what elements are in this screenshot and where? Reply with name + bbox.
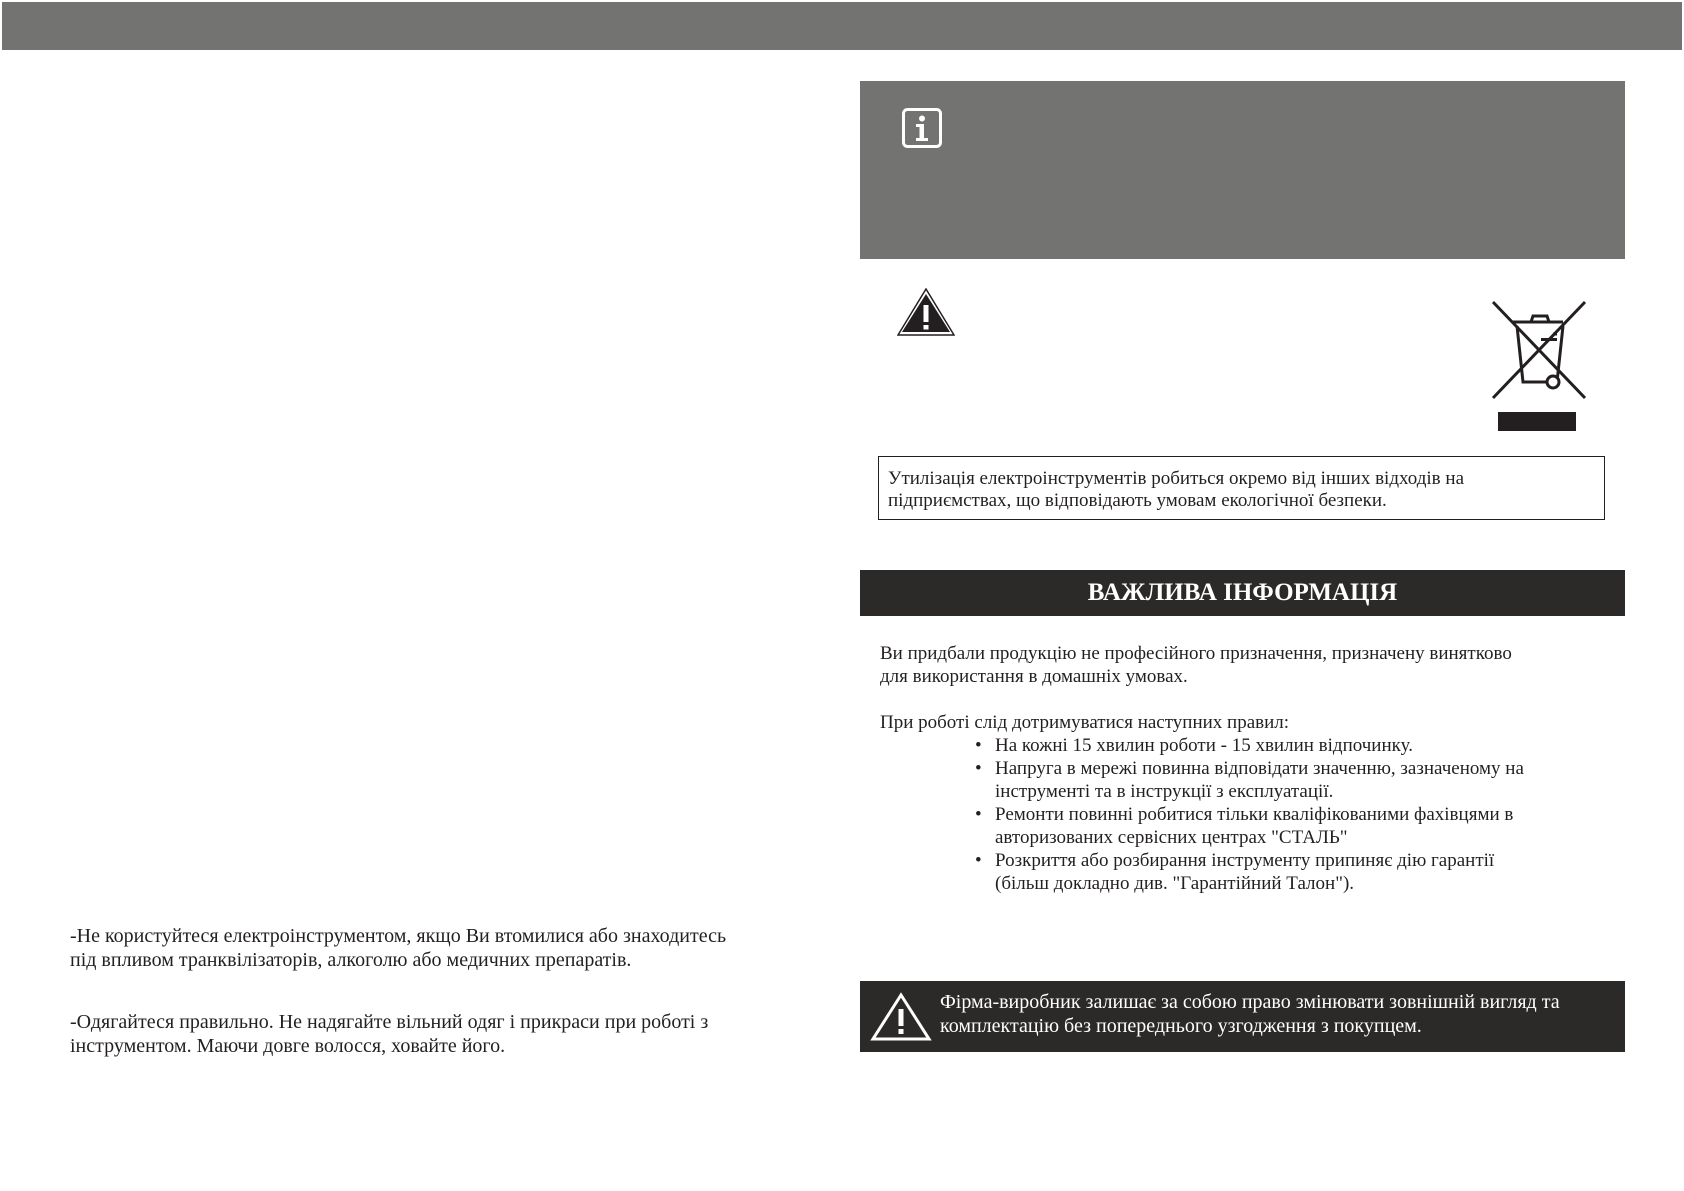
text-line: -Одягайтеся правильно. Не надягайте вільний одяг і прикраси при роботі з — [70, 1011, 709, 1033]
rule-line: Розкриття або розбирання інструменту припиняє дію гарантії — [995, 850, 1495, 871]
text-line: під впливом транквілізаторів, алкоголю або медичних препаратів. — [70, 949, 632, 971]
text-line: комплектацію без попереднього узгодження з покупцем. — [940, 1015, 1422, 1037]
manufacturer-disclaimer-bar — [860, 981, 1625, 1052]
rule-line: авторизованих сервісних центрах "СТАЛЬ" — [995, 827, 1348, 848]
text-line: інструментом. Маючи довге волосся, ховайте його. — [70, 1035, 506, 1057]
disposal-note-box — [878, 456, 1605, 520]
warning-triangle-icon — [870, 992, 932, 1042]
rules-intro: При роботі слід дотримуватися наступних правил: — [880, 712, 1290, 733]
text-line: Утилізація електроінструментів робиться окремо від інших відходів на — [888, 468, 1465, 489]
rules-list — [880, 734, 1620, 895]
rule-item — [975, 757, 1620, 803]
rule-line: інструменті та в інструкції з експлуатації. — [995, 781, 1334, 802]
text-line: Фірма-виробник залишає за собою право змінювати зовнішній вигляд та — [940, 991, 1560, 1013]
rule-line: (більш докладно див. "Гарантійний Талон"). — [995, 873, 1355, 894]
disclaimer-text — [940, 990, 1620, 1038]
rule-line: Напруга в мережі повинна відповідати значенню, зазначеному на — [995, 758, 1524, 779]
important-info-heading: ВАЖЛИВА ІНФОРМАЦІЯ — [860, 570, 1625, 616]
rule-item — [975, 849, 1620, 895]
text-line: підприємствах, що відповідають умовам екологічної безпеки. — [888, 490, 1387, 511]
rule-item — [975, 803, 1620, 849]
intro-line: Ви придбали продукцію не професійного призначення, призначену винятково — [880, 643, 1512, 664]
text-line: -Не користуйтеся електроінструментом, якщо Ви втомилися або знаходитесь — [70, 925, 727, 947]
rule-item — [975, 734, 1620, 757]
info-icon — [902, 108, 942, 148]
warning-fatigue-paragraph — [70, 924, 810, 972]
important-info-body — [880, 642, 1620, 895]
intro-line: для використання в домашніх умовах. — [880, 666, 1188, 687]
top-header-bar — [2, 2, 1682, 50]
info-panel — [860, 81, 1625, 259]
rule-line: На кожні 15 хвилин роботи - 15 хвилин відпочинку. — [995, 735, 1413, 756]
warning-clothing-paragraph — [70, 1010, 810, 1058]
rule-line: Ремонти повинні робитися тільки кваліфікованими фахівцями в — [995, 804, 1514, 825]
warning-triangle-icon — [897, 288, 955, 336]
crossed-out-wheelie-bin-icon — [1491, 300, 1587, 432]
